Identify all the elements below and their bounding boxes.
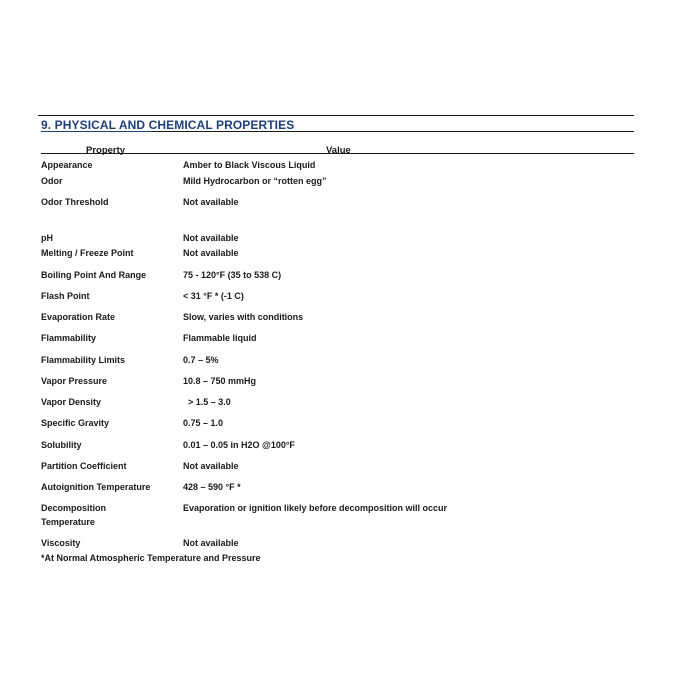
property-value: > 1.5 – 3.0 xyxy=(183,397,231,407)
column-header-property: Property xyxy=(86,145,126,156)
property-label: Odor xyxy=(41,176,63,186)
property-value: 0.7 – 5% xyxy=(183,355,219,365)
property-label: Flash Point xyxy=(41,291,90,301)
section-title xyxy=(41,118,294,132)
footnote: *At Normal Atmospheric Temperature and Pressure xyxy=(41,553,261,563)
title-rule xyxy=(152,131,634,132)
property-value: 75 - 120°F (35 to 538 C) xyxy=(183,270,282,280)
property-value: 0.75 – 1.0 xyxy=(183,418,224,428)
property-label: Boiling Point And Range xyxy=(41,270,147,280)
property-value: 10.8 – 750 mmHg xyxy=(183,376,257,386)
section-title-part2: CHEMICAL PROPERTIES xyxy=(148,118,295,132)
property-label: Solubility xyxy=(41,440,82,450)
property-value: Evaporation or ignition likely before decomposition will occur xyxy=(183,503,448,513)
property-value: Not available xyxy=(183,197,239,207)
property-label: pH xyxy=(41,233,53,243)
property-label: Partition Coefficient xyxy=(41,461,127,471)
header-rule xyxy=(41,153,634,154)
property-label: Vapor Pressure xyxy=(41,376,108,386)
property-value: Mild Hydrocarbon or “rotten egg” xyxy=(183,176,327,186)
property-label: Flammability Limits xyxy=(41,355,126,365)
property-label: Melting / Freeze Point xyxy=(41,248,134,258)
property-label: Viscosity xyxy=(41,538,81,548)
property-label: Appearance xyxy=(41,160,93,170)
property-value: Not available xyxy=(183,538,239,548)
property-label: Flammability xyxy=(41,333,97,343)
column-header-value: Value xyxy=(326,145,351,156)
section-title-underline xyxy=(41,131,152,132)
property-label: Evaporation Rate xyxy=(41,312,116,322)
property-value: 428 – 590 °F * xyxy=(183,482,241,492)
property-value: Not available xyxy=(183,461,239,471)
property-value: Flammable liquid xyxy=(183,333,257,343)
property-label: Odor Threshold xyxy=(41,197,109,207)
property-value: Amber to Black Viscous Liquid xyxy=(183,160,316,170)
property-label: Autoignition Temperature xyxy=(41,482,151,492)
property-value: Slow, varies with conditions xyxy=(183,312,304,322)
property-value: < 31 °F * (-1 C) xyxy=(183,291,244,301)
property-label: Specific Gravity xyxy=(41,418,110,428)
property-value: Not available xyxy=(183,248,239,258)
property-value: Not available xyxy=(183,233,239,243)
top-rule xyxy=(38,115,634,116)
section-title-part1: 9. PHYSICAL AND xyxy=(41,118,149,132)
property-value: 0.01 – 0.05 in H2O @100°F xyxy=(183,440,295,450)
property-label: Decomposition Temperature xyxy=(41,503,107,527)
property-label: Vapor Density xyxy=(41,397,102,407)
